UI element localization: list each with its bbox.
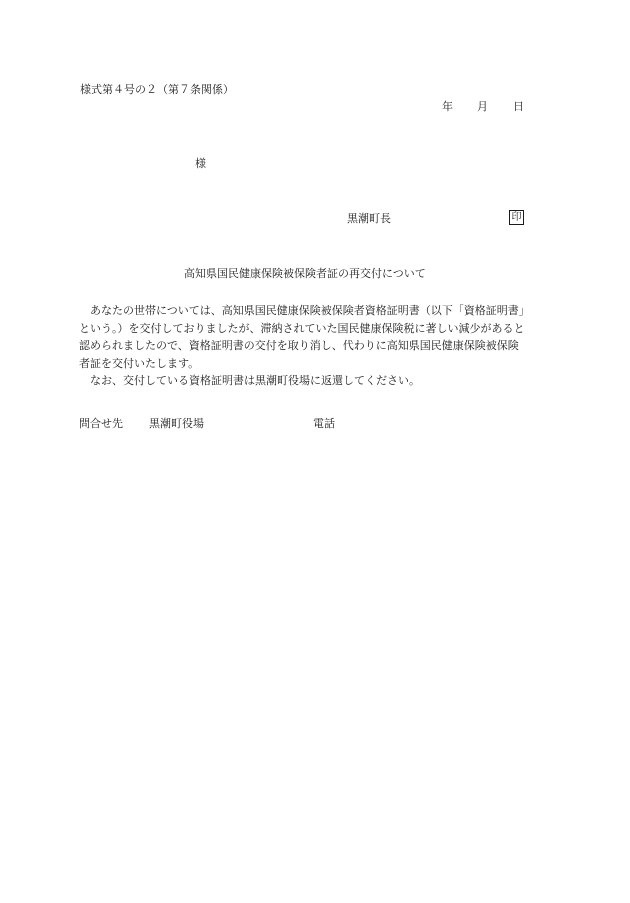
document-title: 高知県国民健康保険被保険者証の再交付について <box>184 267 426 280</box>
date-month-label: 月 <box>477 100 488 113</box>
contact-phone-label: 電話 <box>313 417 335 430</box>
body-line: 者証を交付いたします。 <box>79 356 200 370</box>
recipient-honorific: 様 <box>195 157 206 170</box>
sender-title: 黒潮町長 <box>347 212 391 225</box>
contact-office: 黒潮町役場 <box>149 417 204 430</box>
body-line: あなたの世帯については、高知県国民健康保険被保険者資格証明書（以下「資格証明書」 <box>90 304 530 317</box>
date-year-label: 年 <box>442 100 453 113</box>
seal-mark: 印 <box>509 210 524 225</box>
date-day-label: 日 <box>513 100 524 113</box>
contact-label: 問合せ先 <box>79 417 123 430</box>
body-line: 認められましたので、資格証明書の交付を取り消し、代わりに高知県国民健康保険被保険 <box>79 339 519 352</box>
body-line: という。）を交付しておりましたが、滞納されていた国民健康保険税に著しい減少があると <box>79 321 525 335</box>
document-body <box>79 302 559 390</box>
body-line: なお、交付している資格証明書は黒潮町役場に返還してください。 <box>90 374 420 387</box>
form-number: 様式第４号の２（第７条関係） <box>80 83 234 96</box>
